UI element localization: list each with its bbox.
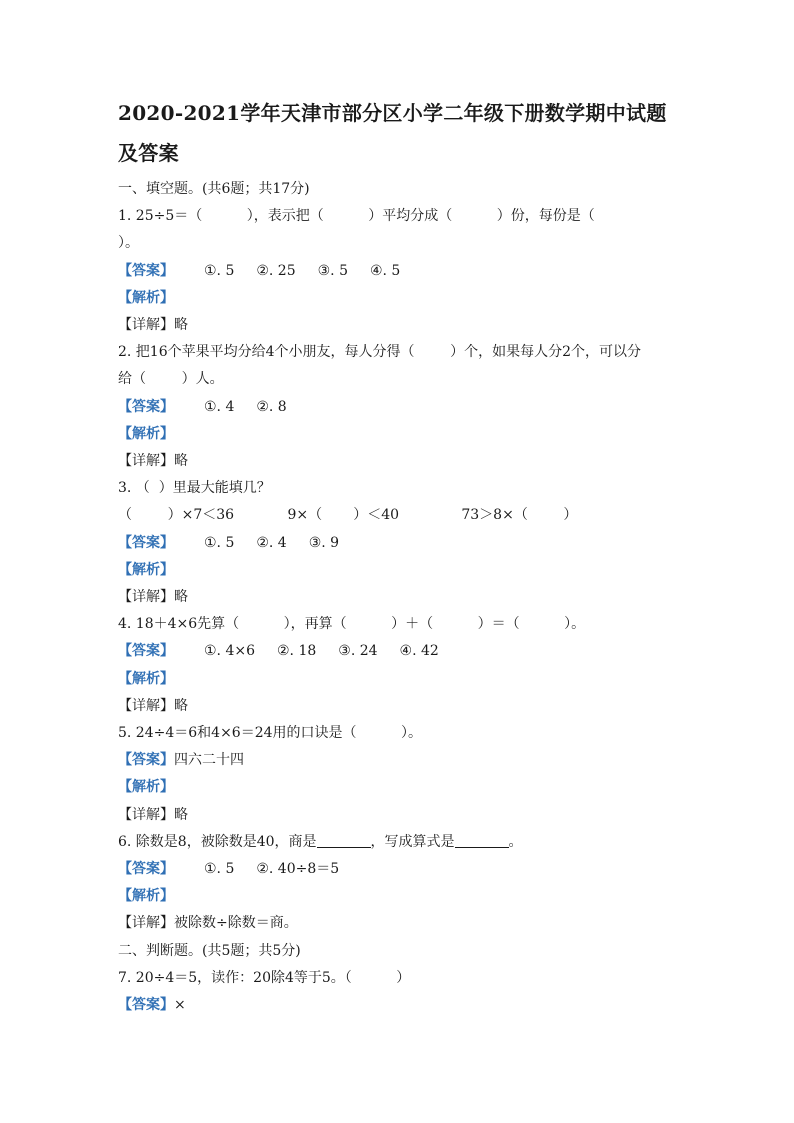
answer-option: ②. 8	[256, 398, 287, 415]
document-page	[118, 96, 678, 1019]
question-1-answer	[118, 258, 678, 285]
answer-option: ①. 5	[204, 262, 235, 279]
detail-tag: 【详解】	[118, 453, 174, 470]
answer-option: ③. 24	[338, 643, 378, 660]
answer-option: ①. 5	[204, 534, 235, 551]
detail-text: 略	[174, 806, 188, 823]
question-7-answer	[118, 992, 678, 1019]
question-4-analysis	[118, 666, 678, 693]
document-title-continued: 及答案	[118, 141, 179, 165]
answer-option: ②. 18	[277, 643, 317, 660]
section-heading-fill-in: 一、填空题。(共6题；共17分)	[118, 181, 310, 197]
question-5-detail	[118, 802, 678, 829]
answer-tag: 【答案】	[118, 262, 174, 279]
detail-text: 略	[174, 697, 188, 714]
detail-tag: 【详解】	[118, 697, 174, 714]
analysis-tag: 【解析】	[118, 289, 174, 306]
question-2-detail	[118, 448, 678, 475]
section-heading-true-false: 二、判断题。(共5题；共5分)	[118, 942, 301, 959]
question-5-answer	[118, 747, 678, 774]
question-1-detail	[118, 312, 678, 339]
detail-tag: 【详解】	[118, 317, 174, 334]
question-3-answer	[118, 530, 678, 557]
answer-tag: 【答案】	[118, 643, 174, 660]
question-3-detail	[118, 584, 678, 611]
answer-text: 四六二十四	[174, 752, 244, 769]
answer-option: ④. 5	[369, 262, 401, 279]
answer-option: ③. 9	[308, 534, 340, 551]
answer-tag: 【答案】	[118, 398, 174, 415]
answer-option: ②. 40÷8＝5	[256, 861, 340, 878]
answer-option: ①. 4	[204, 398, 235, 415]
question-6-text-part: 6. 除数是8，被除数是40，商是	[118, 833, 317, 850]
document-title: 2020-2021学年天津市部分区小学二年级下册数学期中试题	[118, 101, 667, 125]
question-6-answer	[118, 856, 678, 883]
analysis-tag: 【解析】	[118, 779, 174, 796]
answer-option: ①. 5	[204, 861, 235, 878]
question-1-analysis	[118, 285, 678, 312]
question-1-text-continued: ）。	[118, 235, 139, 252]
question-4-text: 4. 18＋4×6先算（ ），再算（ ）＋（ ）＝（ ）。	[118, 616, 586, 633]
answer-tag: 【答案】	[118, 997, 174, 1014]
detail-tag: 【详解】	[118, 589, 174, 606]
question-3-analysis	[118, 557, 678, 584]
answer-blank	[455, 833, 509, 848]
question-7-text: 7. 20÷4＝5，读作：20除4等于5。（ ）	[118, 969, 411, 986]
question-6-text-part: ，写成算式是	[370, 833, 455, 850]
question-3-text: 3. （ ）里最大能填几？	[118, 480, 271, 497]
answer-text: ×	[174, 997, 186, 1014]
detail-text: 略	[174, 317, 188, 334]
analysis-tag: 【解析】	[118, 888, 174, 905]
answer-tag: 【答案】	[118, 861, 174, 878]
question-6-detail	[118, 910, 678, 937]
answer-option: ①. 4×6	[204, 643, 255, 660]
detail-tag: 【详解】	[118, 806, 174, 823]
question-3-text-continued: （ ）×7＜36 9×（ ）＜40 73＞8×（ ）	[118, 507, 578, 524]
detail-text: 略	[174, 453, 188, 470]
question-1-text: 1. 25÷5＝（ ），表示把（ ）平均分成（ ）份，每份是（	[118, 208, 595, 225]
question-2-text: 2. 把16个苹果平均分给4个小朋友，每人分得（ ）个，如果每人分2个，可以分	[118, 344, 642, 361]
answer-option: ③. 5	[317, 262, 348, 279]
question-6-text	[118, 829, 678, 856]
analysis-tag: 【解析】	[118, 425, 174, 442]
analysis-tag: 【解析】	[118, 670, 174, 687]
question-6-analysis	[118, 883, 678, 910]
answer-option: ②. 25	[256, 262, 296, 279]
question-6-text-part: 。	[508, 833, 523, 850]
detail-tag: 【详解】	[118, 915, 174, 932]
question-5-analysis	[118, 774, 678, 801]
question-2-analysis	[118, 421, 678, 448]
analysis-tag: 【解析】	[118, 561, 174, 578]
answer-tag: 【答案】	[118, 534, 174, 551]
detail-text: 被除数÷除数＝商。	[174, 915, 298, 932]
detail-text: 略	[174, 589, 188, 606]
question-5-text: 5. 24÷4＝6和4×6＝24用的口诀是（ ）。	[118, 725, 423, 742]
question-4-detail	[118, 693, 678, 720]
question-2-text-continued: 给（ ）人。	[118, 371, 224, 388]
answer-option: ②. 4	[256, 534, 287, 551]
answer-option: ④. 42	[399, 643, 439, 660]
answer-blank	[317, 833, 371, 848]
question-2-answer	[118, 394, 678, 421]
question-4-answer	[118, 638, 678, 665]
answer-tag: 【答案】	[118, 752, 174, 769]
